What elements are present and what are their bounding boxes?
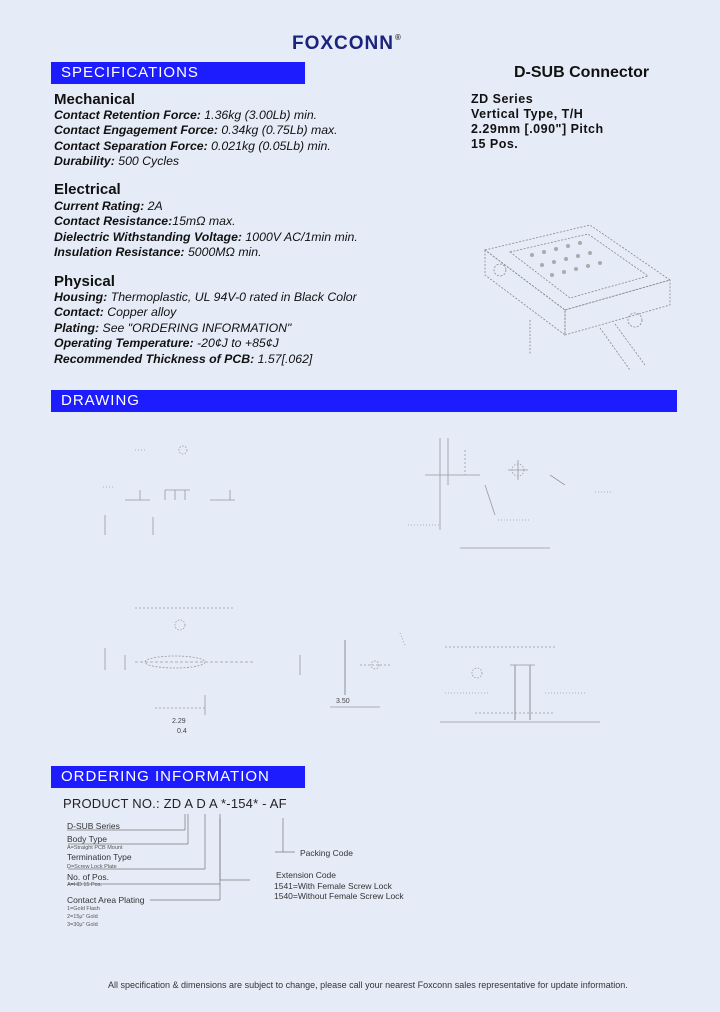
series-info — [471, 92, 604, 152]
ordering-packing-code: Packing Code — [300, 848, 353, 858]
ordering-body-sub: A=Straight PCB Mount — [67, 845, 123, 851]
ordering-extension-1541: 1541=With Female Screw Lock — [274, 881, 392, 891]
ordering-band: ORDERING INFORMATION — [51, 766, 305, 788]
dimension-label: 2.29 — [172, 718, 186, 725]
ordering-term-sub: D=Screw Lock Plate — [67, 864, 117, 870]
ordering-extension-1540: 1540=Without Female Screw Lock — [274, 891, 404, 901]
dimension-label: 3.50 — [336, 698, 350, 705]
drawing-band: DRAWING — [51, 390, 677, 412]
spec-row: Contact Engagement Force: 0.34kg (0.75Lb) max. — [54, 123, 338, 138]
physical-heading: Physical — [54, 273, 115, 290]
spec-row: Contact Resistance:15mΩ max. — [54, 214, 236, 229]
physical-list — [54, 290, 357, 367]
drawing-detail-view — [435, 625, 605, 735]
spec-row: Contact Separation Force: 0.021kg (0.05Lb) min. — [54, 138, 331, 153]
drawing-pcb-layout — [400, 430, 620, 555]
series-line: Vertical Type, T/H — [471, 107, 584, 121]
spec-row: Insulation Resistance: 5000MΩ min. — [54, 245, 262, 260]
connector-isometric-illustration — [470, 220, 680, 380]
spec-row: Durability: 500 Cycles — [54, 154, 180, 169]
specifications-band: SPECIFICATIONS — [51, 62, 305, 84]
product-number: PRODUCT NO.: ZD A D A *-154* - AF — [63, 796, 287, 811]
drawing-end-view — [290, 625, 410, 720]
series-line: 2.29mm [.090"] Pitch — [471, 122, 604, 136]
ordering-no-pos: No. of Pos. — [67, 872, 110, 882]
series-line: ZD Series — [471, 92, 534, 106]
ordering-contact-plating: Contact Area Plating — [67, 895, 145, 905]
ordering-dsub-series: D-SUB Series — [67, 821, 120, 831]
spec-row: Contact Retention Force: 1.36kg (3.00Lb) min. — [54, 108, 318, 122]
electrical-list — [54, 199, 358, 261]
spec-row: Dielectric Withstanding Voltage: 1000V AC/1min min. — [54, 229, 358, 244]
spec-row: Plating: See "ORDERING INFORMATION" — [54, 320, 292, 335]
drawing-front-view — [95, 435, 255, 545]
footer-disclaimer: All specification & dimensions are subject to change, please call your nearest Foxconn sales representative for update information. — [108, 980, 628, 990]
series-line: 15 Pos. — [471, 137, 519, 151]
ordering-extension-code: Extension Code — [276, 870, 337, 880]
foxconn-logo: FOXCONN® — [292, 33, 402, 54]
ordering-body-type: Body Type — [67, 834, 108, 844]
mechanical-list — [54, 108, 338, 170]
dimension-label: 0.4 — [177, 728, 187, 735]
spec-row: Operating Temperature: -20¢J to +85¢J — [54, 336, 279, 351]
ordering-termination: Termination Type — [67, 852, 132, 862]
ordering-pos-sub: A=HD 15 Pos. — [67, 882, 103, 888]
product-title: D-SUB Connector — [514, 64, 650, 81]
spec-row: Current Rating: 2A — [54, 199, 163, 213]
ordering-plating-2: 2=15μ" Gold — [67, 914, 98, 920]
ordering-plating-3: 3=30μ" Gold — [67, 922, 98, 928]
mechanical-heading: Mechanical — [54, 91, 135, 108]
ordering-plating-1: 1=Gold Flash — [67, 906, 100, 912]
electrical-heading: Electrical — [54, 181, 121, 198]
spec-row: Housing: Thermoplastic, UL 94V-0 rated in Black Color — [54, 290, 357, 304]
spec-row: Contact: Copper alloy — [54, 305, 177, 320]
spec-row: Recommended Thickness of PCB: 1.57[.062] — [54, 351, 313, 366]
